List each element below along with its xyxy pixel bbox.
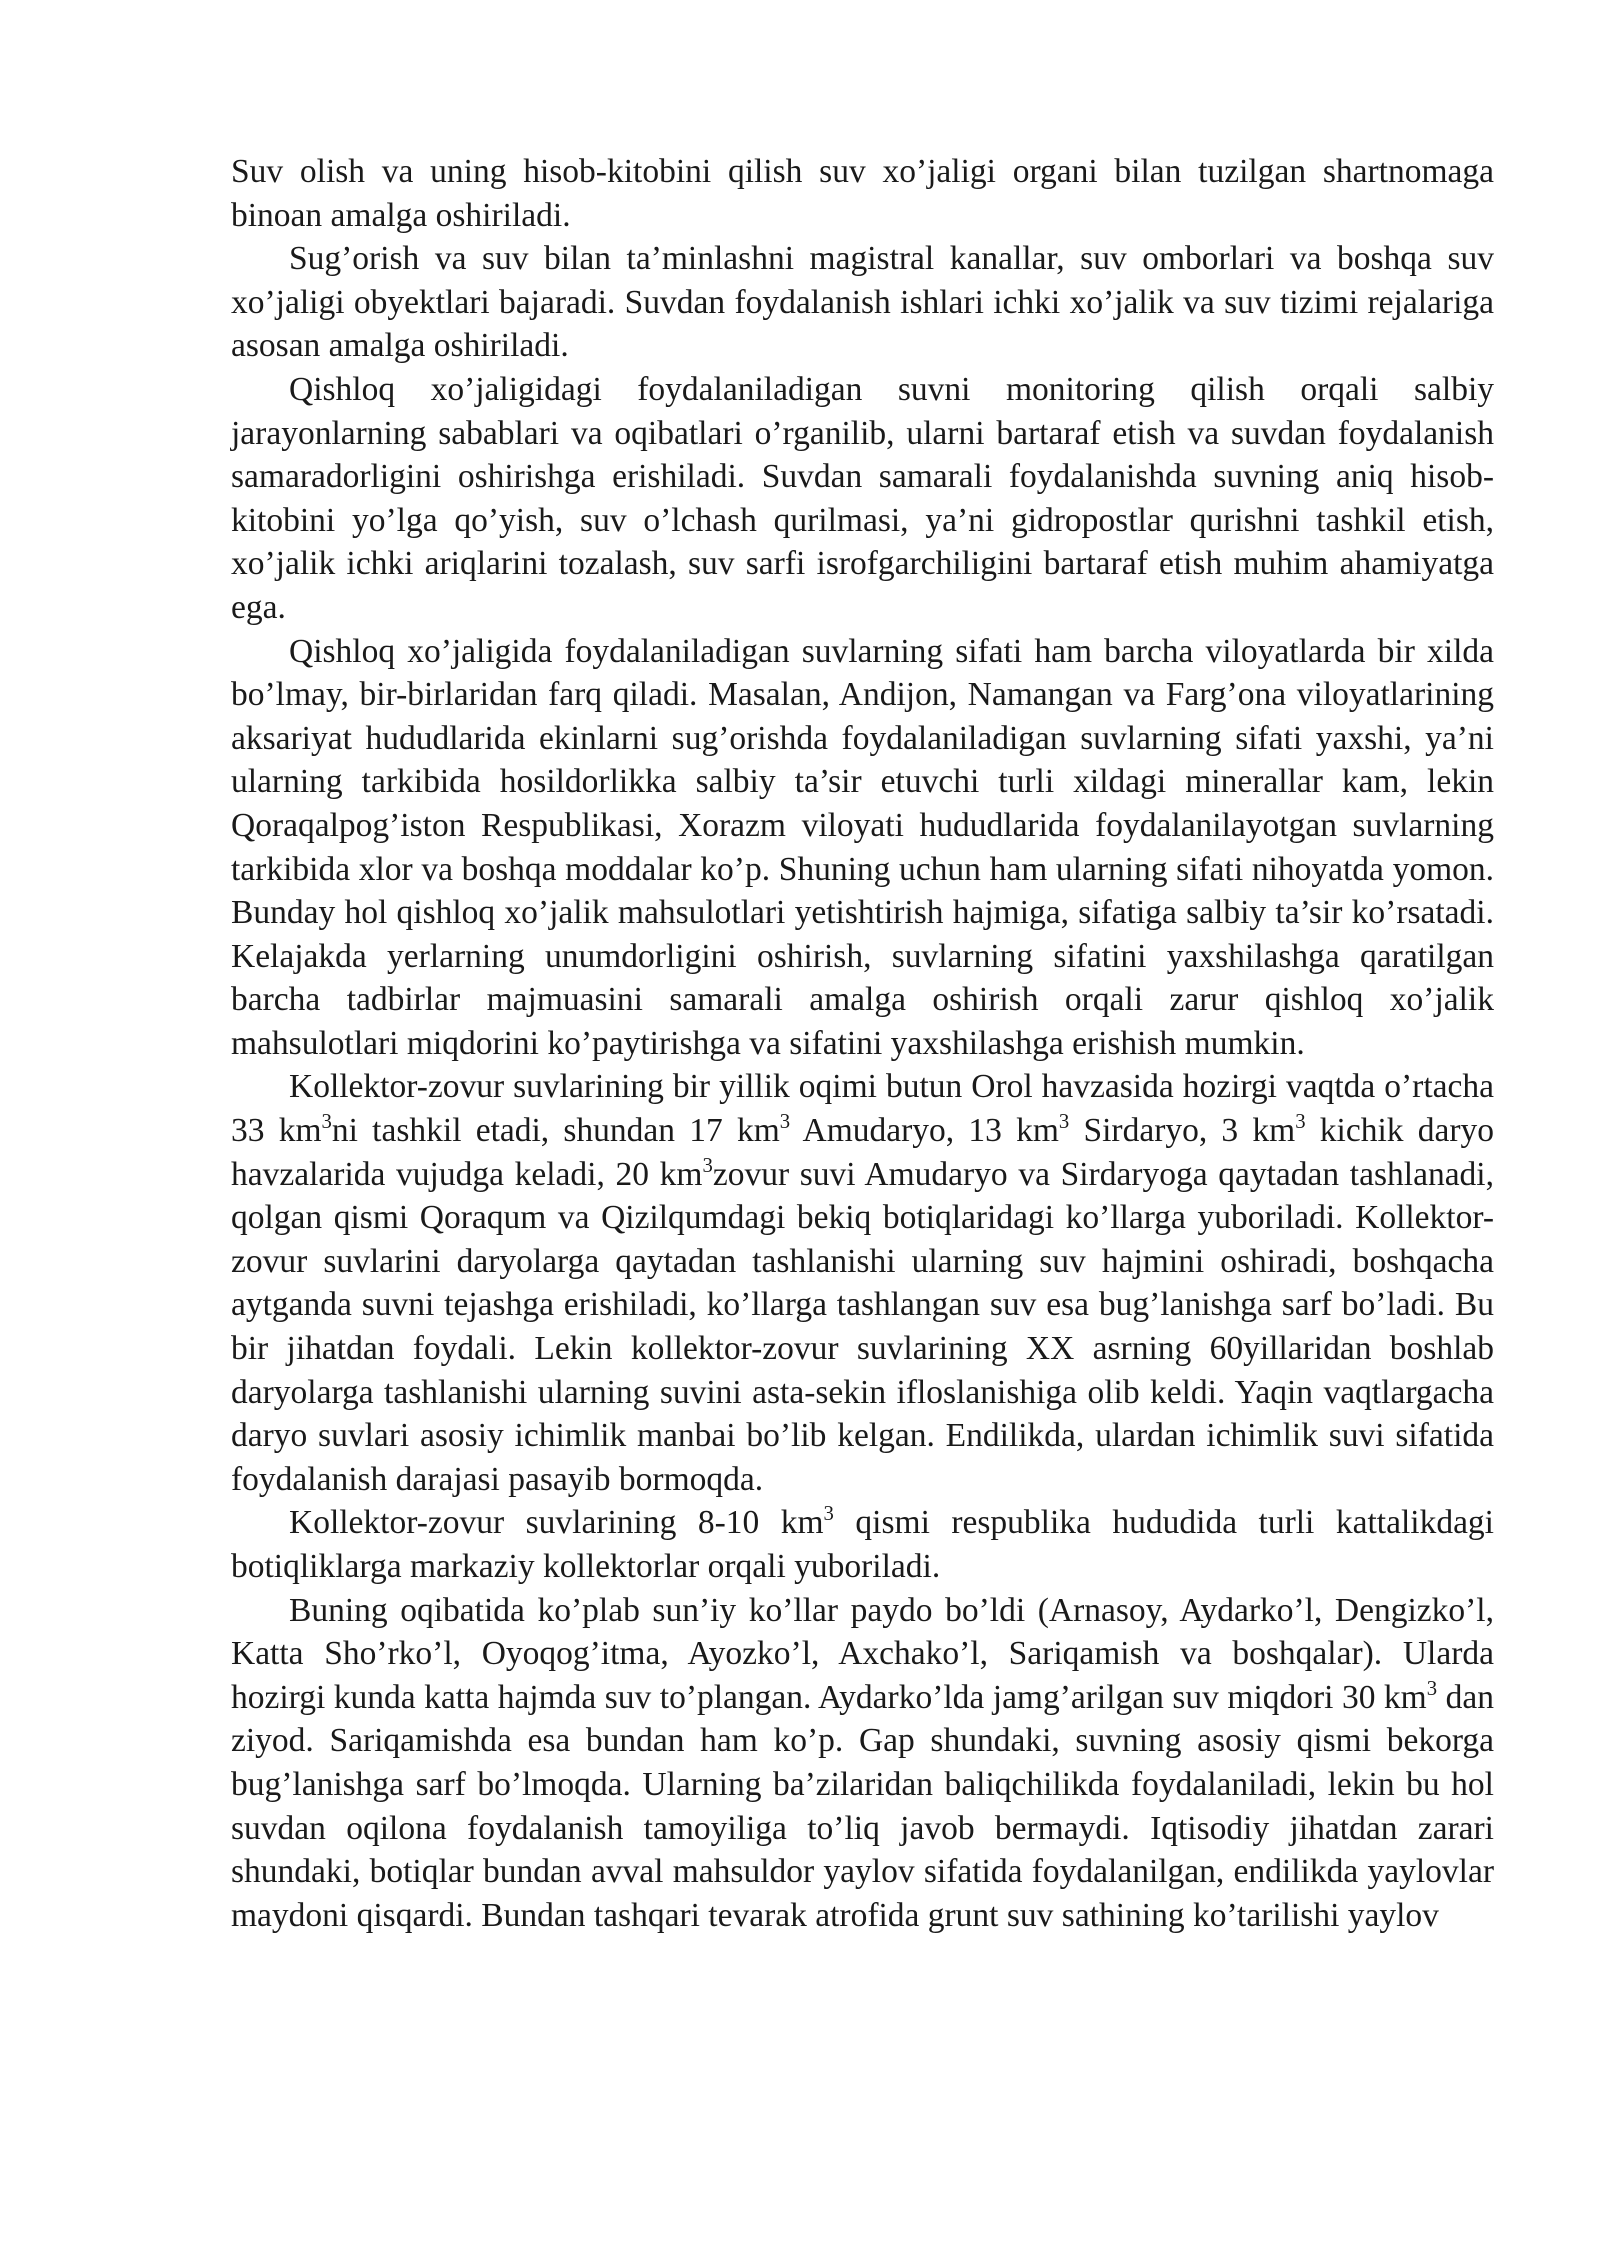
paragraph-collector-depressions — [231, 1501, 1494, 1588]
text-segment: dan ziyod. Sariqamishda esa bundan ham ko’p. Gap shundaki, suvning asosiy qismi bekorga bug’lanishga sarf bo’lmoqda. Ularning ba’zilaridan baliqchilikda foydalaniladi, lekin bu hol suvdan oqilona foydalanish tamoyiliga to’liq javob bermaydi. Iqtisodiy jihatdan zarari shundaki, botiqlar bundan avval mahsuldor yaylov sifatida foydalanilgan, endilikda yaylovlar maydoni qisqardi. Bundan tashqari tevarak atrofida grunt suv sathining ko’tarilishi yaylov — [231, 1678, 1494, 1934]
paragraph-artificial-lakes — [231, 1589, 1494, 1938]
text-segment: qismi respublika hududida turli kattalikdagi botiqliklarga markaziy kollektorlar orqali yuboriladi. — [231, 1504, 1494, 1585]
text-segment: Kollektor-zovur suvlarining 8-10 km — [289, 1504, 824, 1542]
text-segment: Kollektor-zovur suvlarining bir yillik oqimi butun Orol havzasida hozirgi vaqtda o’rtacha 33 km — [231, 1068, 1494, 1150]
superscript-exponent: 3 — [702, 1153, 713, 1177]
text-segment: Amudaryo, 13 km — [790, 1112, 1059, 1150]
paragraph-collector-drainage-flow — [231, 1065, 1494, 1501]
text-segment: Sirdaryo, 3 km — [1069, 1112, 1296, 1150]
text-segment: ni tashkil etadi, shundan 17 km — [331, 1112, 780, 1150]
paragraph-water-monitoring: Qishloq xo’jaligidagi foydalaniladigan suvni monitoring qilish orqali salbiy jarayonlarning sabablari va oqibatlari o’rganilib, ularni bartaraf etish va suvdan foydalanish samaradorligini oshirishga erishiladi. Suvdan samarali foydalanishda suvning aniq hisob-kitobini yo’lga qo’yish, suv o’lchash qurilmasi, ya’ni gidropostlar qurishni tashkil etish, xo’jalik ichki ariqlarini tozalash, suv sarfi isrofgarchiligini bartaraf etish muhim ahamiyatga ega. — [231, 370, 1494, 626]
text-segment: kichik daryo havzalarida vujudga keladi, 20 km — [231, 1112, 1495, 1193]
paragraph-irrigation-supply: Sug’orish va suv bilan ta’minlashni magistral kanallar, suv omborlari va boshqa suv xo’jaligi obyektlari bajaradi. Suvdan foydalanish ishlari ichki xo’jalik va suv tizimi rejalariga asosan amalga oshiriladi. — [231, 240, 1494, 365]
paragraph-water-quality: Qishloq xo’jaligida foydalaniladigan suvlarning sifati ham barcha viloyatlarda bir xilda bo’lmay, bir-birlaridan farq qiladi. Masalan, Andijon, Namangan va Farg’ona viloyatlarining aksariyat hududlarida ekinlarni sug’orishda foydalaniladigan suvlarning sifati yaxshi, ya’ni ularning tarkibida hosildorlikka salbiy ta’sir etuvchi turli xildagi minerallar kam, lekin Qoraqalpog’iston Respublikasi, Xorazm viloyati hududlarida foydalanilayotgan suvlarning tarkibida xlor va boshqa moddalar ko’p. Shuning uchun ham ularning sifati nihoyatda yomon. Bunday hol qishloq xo’jalik mahsulotlari yetishtirish hajmiga, sifatiga salbiy ta’sir ko’rsatadi. Kelajakda yerlarning unumdorligini oshirish, suvlarning sifatini yaxshilashga qaratilgan barcha tadbirlar majmuasini samarali amalga oshirish orqali zarur qishloq xo’jalik mahsulotlari miqdorini ko’paytirishga va sifatini yaxshilashga erishish mumkin. — [231, 632, 1494, 1062]
superscript-exponent: 3 — [823, 1502, 834, 1526]
document-page — [231, 150, 1494, 1937]
text-segment: zovur suvi Amudaryo va Sirdaryoga qaytadan tashlanadi, qolgan qismi Qoraqum va Qizilqumdagi bekiq botiqlaridagi ko’llarga yuboriladi. Kollektor-zovur suvlarini daryolarga qaytadan tashlanishi ularning suv hajmini oshiradi, boshqacha aytganda suvni tejashga erishiladi, ko’llarga tashlangan suv esa bug’lanishga sarf bo’ladi. Bu bir jihatdan foydali. Lekin kollektor-zovur suvlarining XX asrning 60yillaridan boshlab daryolarga tashlanishi ularning suvini asta-sekin ifloslanishiga olib keldi. Yaqin vaqtlargacha daryo suvlari asosiy ichimlik manbai bo’lib kelgan. Endilikda, ulardan ichimlik suvi sifatida foydalanish darajasi pasayib bormoqda. — [231, 1155, 1494, 1498]
superscript-exponent: 3 — [779, 1110, 791, 1134]
superscript-exponent: 3 — [1295, 1110, 1306, 1134]
superscript-exponent: 3 — [1426, 1676, 1438, 1700]
paragraph-water-accounting: Suv olish va uning hisob-kitobini qilish suv xo’jaligi organi bilan tuzilgan shartnomaga binoan amalga oshiriladi. — [231, 153, 1494, 234]
superscript-exponent: 3 — [1058, 1110, 1070, 1134]
superscript-exponent: 3 — [321, 1110, 332, 1134]
text-segment: Buning oqibatida ko’plab sun’iy ko’llar paydo bo’ldi (Arnasoy, Aydarko’l, Dengizko’l, Katta Sho’rko’l, Oyoqog’itma, Ayozko’l, Axchako’l, Sariqamish va boshqalar). Ularda hozirgi kunda katta hajmda suv to’plangan. Aydarko’lda jamg’arilgan suv miqdori 30 km — [231, 1591, 1494, 1716]
